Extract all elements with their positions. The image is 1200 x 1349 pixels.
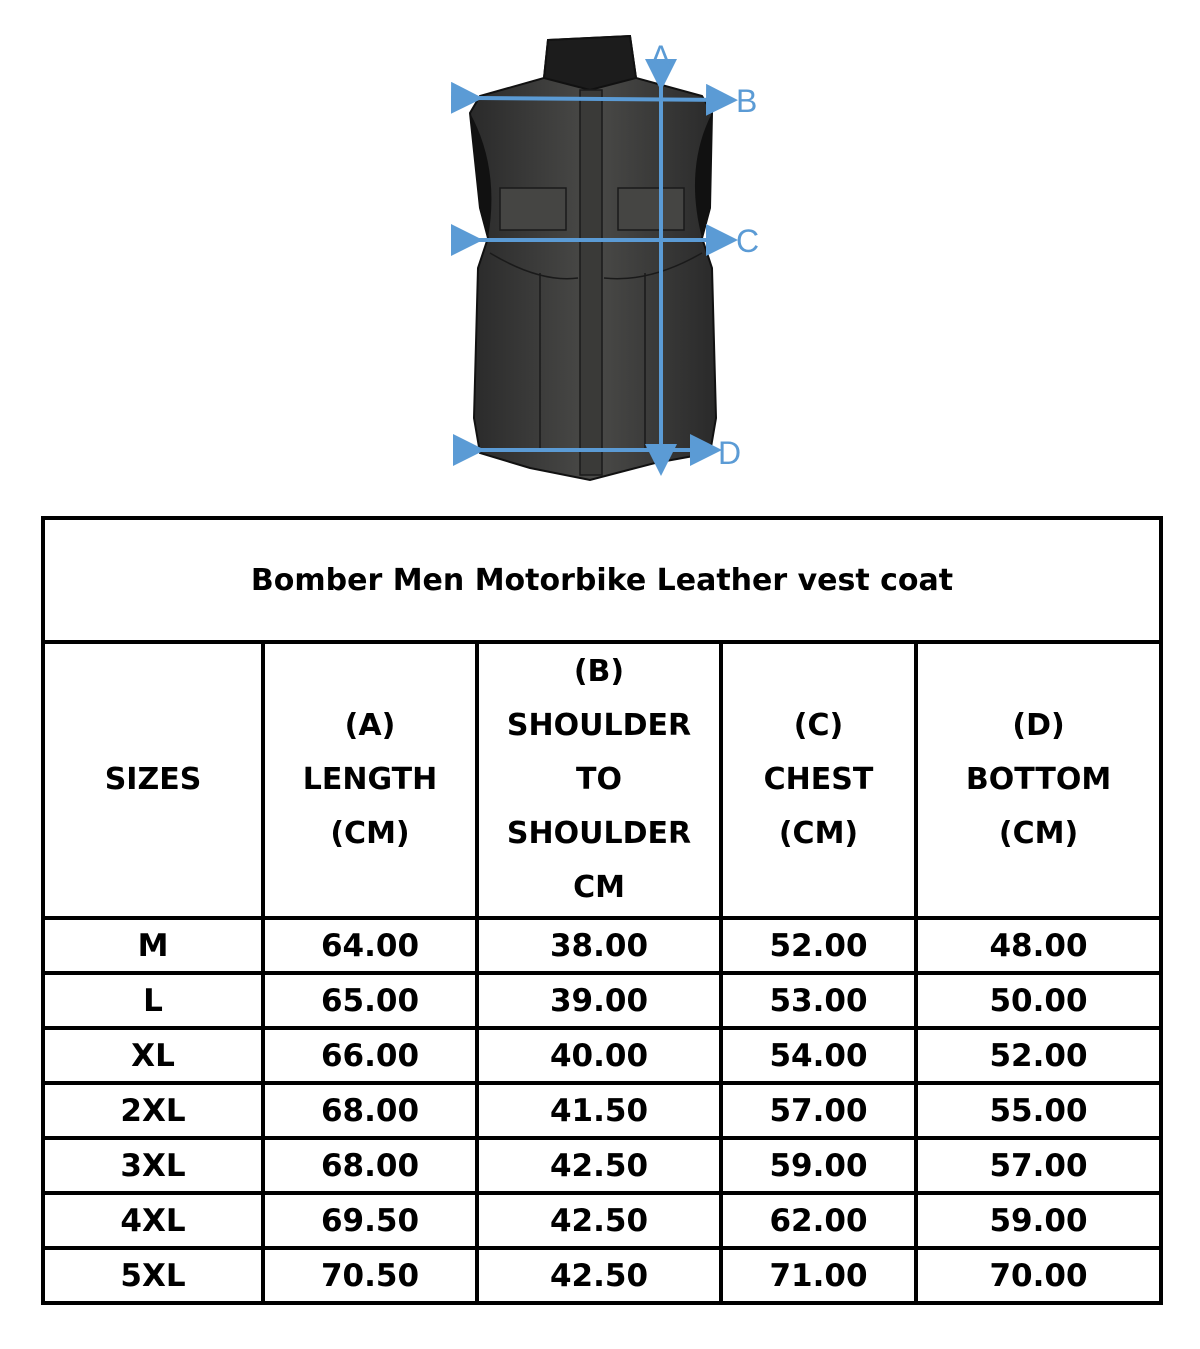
header-line: LENGTH: [302, 762, 438, 797]
header-line: (CM): [778, 816, 859, 851]
size-cell: 5XL: [43, 1248, 263, 1303]
bottom-cell: 50.00: [916, 973, 1161, 1028]
size-cell: XL: [43, 1028, 263, 1083]
header-line: CM: [573, 870, 625, 905]
table-row: [43, 1028, 1161, 1083]
vest-pocket-right: [618, 188, 684, 230]
title-row: [43, 518, 1161, 642]
table-row: [43, 918, 1161, 973]
header-line: SIZES: [104, 762, 202, 797]
header-line: (A): [344, 708, 396, 743]
shoulder-cell: 38.00: [477, 918, 721, 973]
table-row: [43, 1248, 1161, 1303]
length-cell: 69.50: [263, 1193, 477, 1248]
header-row: [43, 642, 1161, 918]
header-line: BOTTOM: [965, 762, 1112, 797]
header-line: (B): [573, 654, 625, 689]
header-line: (CM): [998, 816, 1079, 851]
bottom-cell: 52.00: [916, 1028, 1161, 1083]
label-b: B: [736, 83, 758, 119]
chest-cell: 59.00: [721, 1138, 916, 1193]
header-line: SHOULDER: [506, 816, 692, 851]
label-d: D: [718, 435, 742, 471]
chest-cell: 52.00: [721, 918, 916, 973]
table-row: [43, 1138, 1161, 1193]
header-line: (CM): [330, 816, 410, 851]
shoulder-cell: 41.50: [477, 1083, 721, 1138]
header-line: (C): [793, 708, 844, 743]
size-cell: 3XL: [43, 1138, 263, 1193]
chest-cell: 71.00: [721, 1248, 916, 1303]
vest-collar: [544, 36, 636, 90]
size-cell: 4XL: [43, 1193, 263, 1248]
label-c: C: [736, 223, 760, 259]
bottom-cell: 59.00: [916, 1193, 1161, 1248]
table-row: [43, 1083, 1161, 1138]
shoulder-cell: 42.50: [477, 1193, 721, 1248]
vest-pocket-left: [500, 188, 566, 230]
header-shoulder: [477, 642, 721, 918]
vest-diagram-svg: [440, 28, 780, 498]
chest-cell: 62.00: [721, 1193, 916, 1248]
length-cell: 65.00: [263, 973, 477, 1028]
table-title: Bomber Men Motorbike Leather vest coat: [43, 518, 1161, 642]
header-line: CHEST: [763, 762, 874, 797]
table-row: [43, 973, 1161, 1028]
chest-cell: 57.00: [721, 1083, 916, 1138]
chest-cell: 54.00: [721, 1028, 916, 1083]
header-line: (D): [1012, 708, 1065, 743]
vest-measurement-diagram: [440, 28, 780, 498]
vest-placket: [580, 90, 602, 475]
bottom-cell: 57.00: [916, 1138, 1161, 1193]
header-line: SHOULDER: [506, 708, 692, 743]
bottom-cell: 70.00: [916, 1248, 1161, 1303]
length-cell: 64.00: [263, 918, 477, 973]
table-row: [43, 1193, 1161, 1248]
shoulder-cell: 42.50: [477, 1248, 721, 1303]
length-cell: 66.00: [263, 1028, 477, 1083]
bottom-cell: 48.00: [916, 918, 1161, 973]
header-length: [263, 642, 477, 918]
header-chest: [721, 642, 916, 918]
bottom-cell: 55.00: [916, 1083, 1161, 1138]
length-cell: 68.00: [263, 1083, 477, 1138]
length-cell: 70.50: [263, 1248, 477, 1303]
header-bottom: [916, 642, 1161, 918]
length-cell: 68.00: [263, 1138, 477, 1193]
label-a: A: [650, 39, 672, 75]
header-line: TO: [576, 762, 622, 797]
shoulder-cell: 39.00: [477, 973, 721, 1028]
size-cell: 2XL: [43, 1083, 263, 1138]
header-sizes: [43, 642, 263, 918]
size-table: [41, 516, 1163, 1305]
chest-cell: 53.00: [721, 973, 916, 1028]
arrow-b-shoulder: [475, 98, 730, 100]
shoulder-cell: 40.00: [477, 1028, 721, 1083]
shoulder-cell: 42.50: [477, 1138, 721, 1193]
size-chart: [41, 516, 1159, 1305]
size-cell: L: [43, 973, 263, 1028]
size-cell: M: [43, 918, 263, 973]
